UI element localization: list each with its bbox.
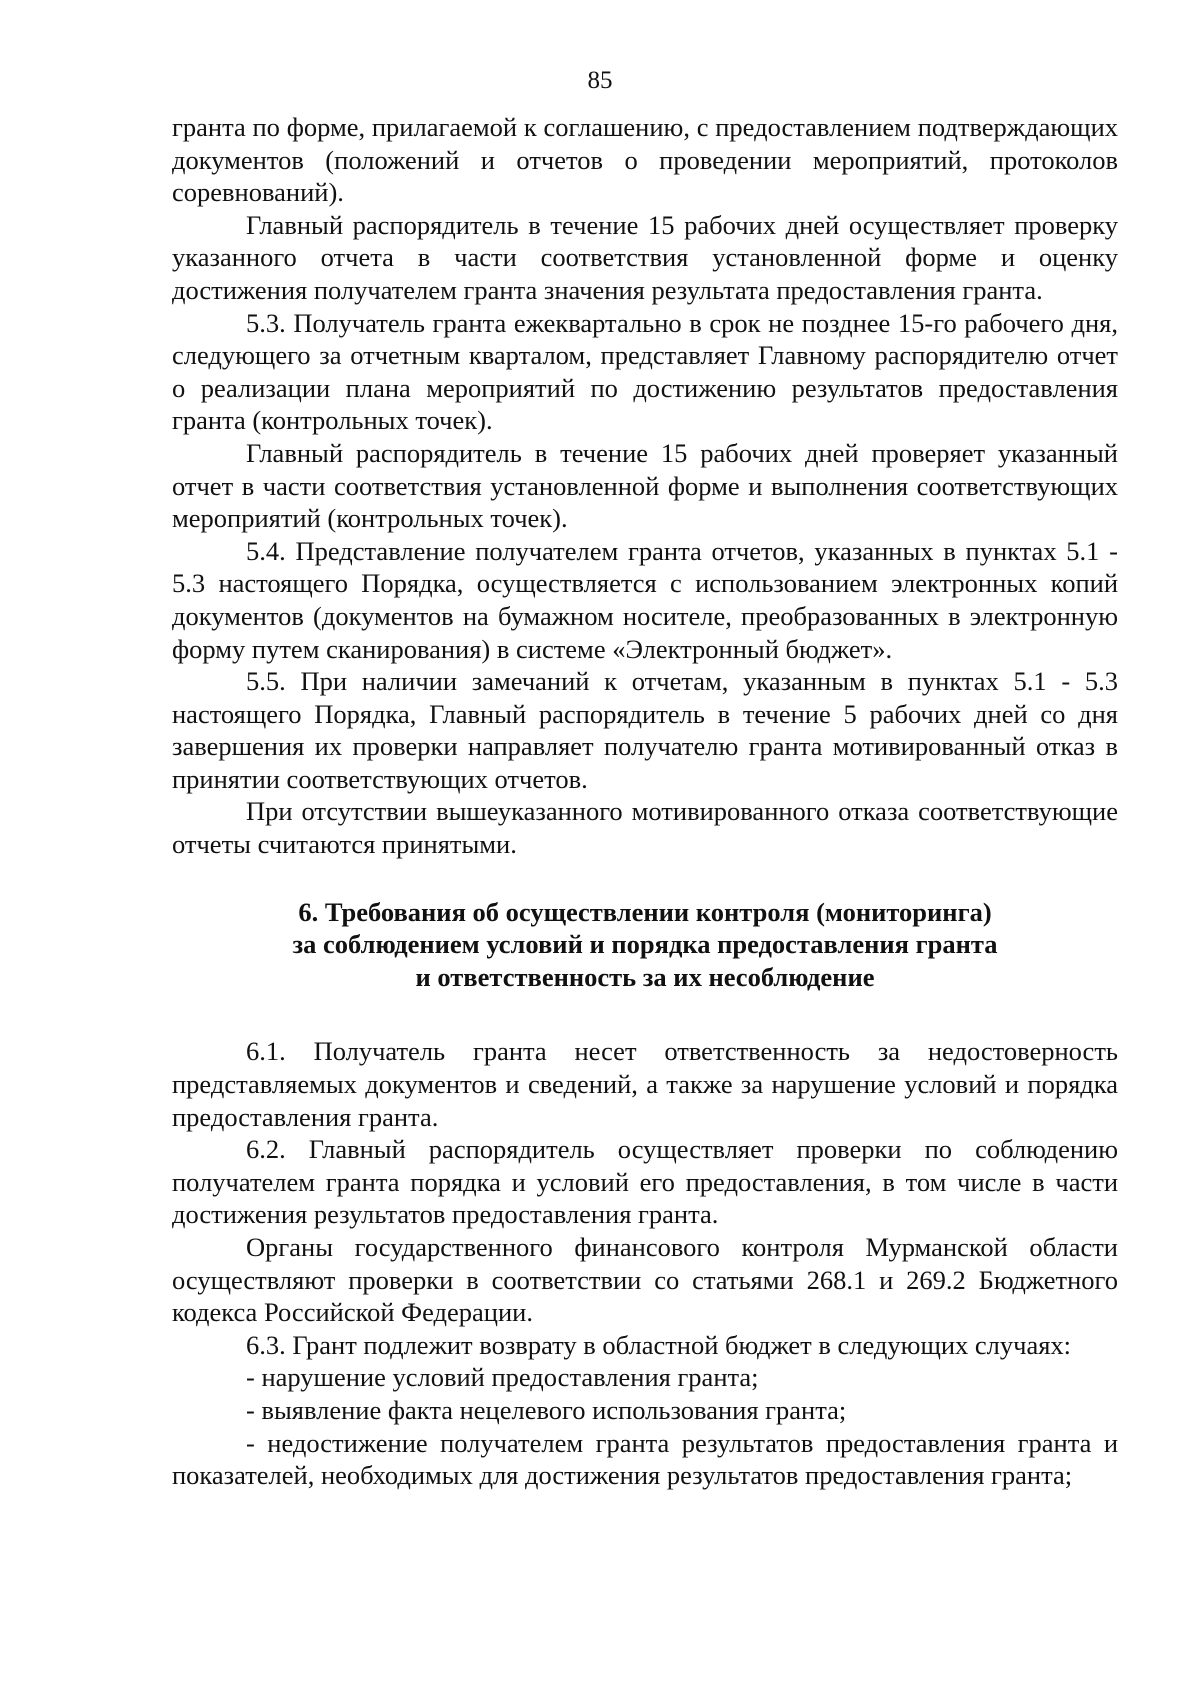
paragraph-continuation: гранта по форме, прилагаемой к соглашению, с предоставлением подтверждающих документов (положений и отчетов о проведении мероприятий, протоколов соревнований). bbox=[172, 112, 1118, 208]
paragraph: Главный распорядитель в течение 15 рабочих дней осуществляет проверку указанного отчета в части соответствия установленной форме и оценку достижения получателем гранта значения результата предоставления гранта. bbox=[172, 209, 1118, 305]
paragraph-5-4: 5.4. Представление получателем гранта отчетов, указанных в пунктах 5.1 - 5.3 настоящего Порядка, осуществляется с использованием электронных копий документов (документов на бумажном носителе, преобразованных в электронную форму путем сканирования) в системе «Электронный бюджет». bbox=[172, 535, 1118, 664]
page-number: 85 bbox=[587, 67, 613, 94]
list-item: - недостижение получателем гранта результатов предоставления гранта и показателей, необходимых для достижения результатов предоставления гранта; bbox=[172, 1427, 1118, 1491]
paragraph: Главный распорядитель в течение 15 рабочих дней проверяет указанный отчет в части соответствия установленной форме и выполнения соответствующих мероприятий (контрольных точек). bbox=[172, 437, 1118, 534]
section-heading bbox=[172, 896, 1118, 994]
paragraph-5-5: 5.5. При наличии замечаний к отчетам, указанным в пунктах 5.1 - 5.3 настоящего Порядка, Главный распорядитель в течение 5 рабочих дней со дня завершения их проверки направляет получателю гранта мотивированный отказ в принятии соответствующих отчетов. bbox=[172, 666, 1118, 794]
list-item: - выявление факта нецелевого использования гранта; bbox=[246, 1394, 847, 1425]
section-heading-line: 6. Требования об осуществлении контроля (мониторинга) bbox=[298, 896, 992, 927]
paragraph-6-2: 6.2. Главный распорядитель осуществляет проверки по соблюдению получателем гранта порядка и условий его предоставления, в том числе в части достижения результатов предоставления гранта. bbox=[172, 1134, 1118, 1230]
paragraph: Органы государственного финансового контроля Мурманской области осуществляют проверки в соответствии со статьями 268.1 и 269.2 Бюджетного кодекса Российской Федерации. bbox=[172, 1232, 1118, 1328]
section-heading-line: и ответственность за их несоблюдение bbox=[415, 961, 875, 992]
paragraph-6-3: 6.3. Грант подлежит возврату в областной бюджет в следующих случаях: bbox=[246, 1329, 1072, 1360]
section-heading-line: за соблюдением условий и порядка предоставления гранта bbox=[292, 929, 998, 960]
paragraph: При отсутствии вышеуказанного мотивированного отказа соответствующие отчеты считаются принятыми. bbox=[172, 796, 1118, 860]
document-body bbox=[172, 111, 1118, 1492]
list-item: - нарушение условий предоставления гранта; bbox=[246, 1362, 759, 1393]
paragraph-5-3: 5.3. Получатель гранта ежеквартально в срок не позднее 15-го рабочего дня, следующего за отчетным кварталом, представляет Главному распорядителю отчет о реализации плана мероприятий по достижению результатов предоставления гранта (контрольных точек). bbox=[172, 307, 1118, 436]
paragraph-6-1: 6.1. Получатель гранта несет ответственность за недостоверность представляемых документов и сведений, а также за нарушение условий и порядка предоставления гранта. bbox=[172, 1036, 1118, 1132]
